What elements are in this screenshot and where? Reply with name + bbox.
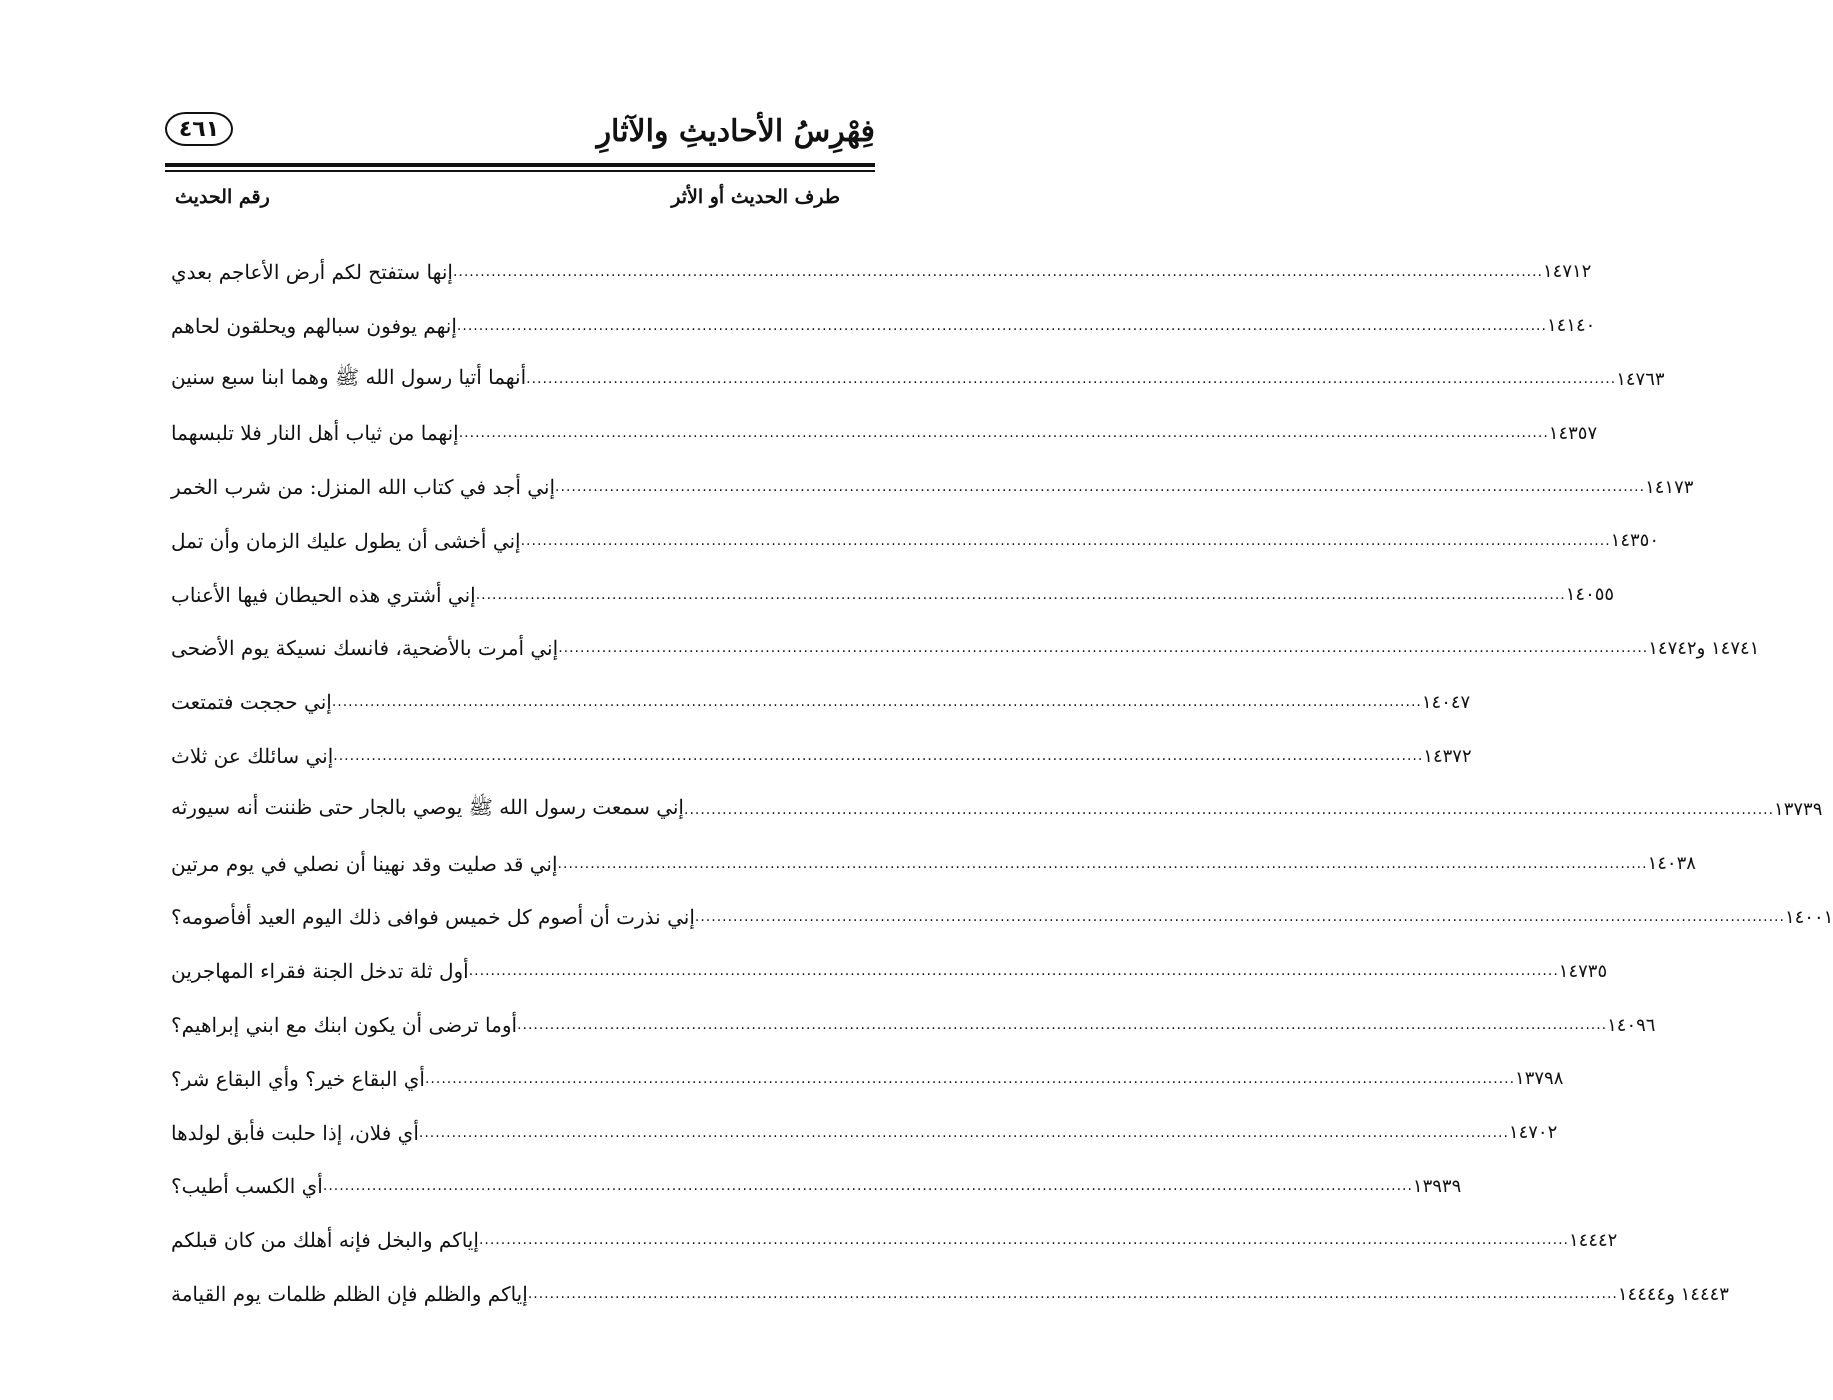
- entry-text: إني أخشى أن يطول عليك الزمان وأن تمل: [171, 528, 521, 553]
- dot-leader: ........................................................................................................................................................................................................: [526, 371, 1617, 388]
- header-rule-thick: [165, 163, 875, 167]
- entry-hadith-number: ١٤٧٦٣: [1616, 368, 1665, 390]
- index-entry: [165, 353, 1665, 407]
- dot-leader: ........................................................................................................................................................................................................: [527, 1286, 1618, 1303]
- dot-leader: ........................................................................................................................................................................................................: [475, 586, 1566, 603]
- dot-leader: ........................................................................................................................................................................................................: [331, 694, 1422, 711]
- entry-text: إني أشتري هذه الحيطان فيها الأعناب: [171, 582, 476, 607]
- entry-hadith-number: ١٤٤٤٣ و١٤٤٤٤: [1617, 1283, 1729, 1305]
- index-entry: [165, 245, 1592, 299]
- entry-text: إني قد صليت وقد نهينا أن نصلي في يوم مرتين: [171, 851, 558, 876]
- dot-leader: ........................................................................................................................................................................................................: [520, 532, 1611, 549]
- dot-leader: ........................................................................................................................................................................................................: [418, 1124, 1509, 1141]
- dot-leader: ........................................................................................................................................................................................................: [557, 855, 1648, 872]
- entry-hadith-number: ١٤٧٣٥: [1558, 960, 1608, 982]
- index-entry: [165, 783, 1823, 837]
- dot-leader: ........................................................................................................................................................................................................: [517, 1017, 1608, 1034]
- entry-text: أنهما أتيا رسول الله ﷺ وهما ابنا سبع سنين: [171, 364, 527, 389]
- index-entry: [165, 998, 1656, 1052]
- dot-leader: ........................................................................................................................................................................................................: [458, 425, 1549, 442]
- entry-hadith-number: ١٤٣٧٢: [1423, 745, 1472, 767]
- index-entry: [165, 891, 1833, 945]
- entry-hadith-number: ١٣٩٣٩: [1412, 1175, 1462, 1197]
- index-entry: [165, 944, 1608, 998]
- index-entry: [165, 1267, 1729, 1321]
- dot-leader: ........................................................................................................................................................................................................: [684, 801, 1775, 818]
- entry-hadith-number: ١٤٠٠١: [1784, 906, 1833, 928]
- entry-text: إني سائلك عن ثلاث: [171, 744, 334, 769]
- entry-text: إني سمعت رسول الله ﷺ يوصي بالجار حتى ظننت أنه سيورثه: [171, 795, 684, 820]
- column-heading-hadith-edge: طرف الحديث أو الأثر: [671, 186, 840, 208]
- entry-hadith-number: ١٤٠٥٥: [1565, 584, 1615, 606]
- index-entry: [165, 675, 1471, 729]
- page-number-badge: ٤٦١: [165, 112, 233, 146]
- index-entry: [165, 837, 1696, 891]
- dot-leader: ........................................................................................................................................................................................................: [322, 1178, 1413, 1195]
- entry-hadith-number: ١٤٣٥٧: [1548, 422, 1598, 444]
- entry-hadith-number: ١٤٧٠٢: [1508, 1122, 1558, 1144]
- page-title: فِهْرِسُ الأحاديثِ والآثارِ: [596, 114, 875, 149]
- entry-text: أوما ترضى أن يكون ابنك مع ابني إبراهيم؟: [171, 1013, 518, 1038]
- entry-text: أي فلان، إذا حلبت فأبق لولدها: [171, 1120, 419, 1145]
- entry-hadith-number: ١٤٧٤١ و١٤٧٤٢: [1648, 637, 1760, 659]
- index-entry: [165, 460, 1694, 514]
- index-entry: [165, 299, 1596, 353]
- entry-hadith-number: ١٤٣٥٠: [1610, 530, 1659, 552]
- entry-hadith-number: ١٤٤٤٢: [1568, 1229, 1618, 1251]
- entry-hadith-number: ١٣٧٩٨: [1515, 1068, 1564, 1090]
- entry-hadith-number: ١٣٧٣٩: [1774, 799, 1823, 821]
- index-entry: [165, 1106, 1558, 1160]
- entry-hadith-number: ١٤٠٣٨: [1647, 853, 1696, 875]
- index-entries-list: [165, 245, 1833, 1321]
- entry-text: إني أمرت بالأضحية، فانسك نسيكة يوم الأضحى: [171, 636, 559, 661]
- index-entry: [165, 622, 1760, 676]
- dot-leader: ........................................................................................................................................................................................................: [694, 909, 1785, 926]
- index-entry: [165, 514, 1659, 568]
- dot-leader: ........................................................................................................................................................................................................: [333, 748, 1424, 765]
- dot-leader: ........................................................................................................................................................................................................: [424, 1070, 1516, 1087]
- index-entry: [165, 568, 1615, 622]
- dot-leader: ........................................................................................................................................................................................................: [468, 963, 1559, 980]
- entry-text: إنها ستفتح لكم أرض الأعاجم بعدي: [171, 259, 453, 284]
- entry-text: أول ثلة تدخل الجنة فقراء المهاجرين: [171, 959, 469, 984]
- entry-text: إنهم يوفون سبالهم ويحلقون لحاهم: [171, 313, 457, 338]
- dot-leader: ........................................................................................................................................................................................................: [478, 1232, 1569, 1249]
- index-entry: [165, 729, 1472, 783]
- dot-leader: ........................................................................................................................................................................................................: [452, 263, 1543, 280]
- entry-hadith-number: ١٤٠٤٧: [1421, 691, 1471, 713]
- entry-text: إني نذرت أن أصوم كل خميس فوافى ذلك اليوم العيد أفأصومه؟: [171, 905, 695, 930]
- entry-text: أي البقاع خير؟ وأي البقاع شر؟: [171, 1066, 425, 1091]
- entry-hadith-number: ١٤٧١٢: [1543, 261, 1592, 283]
- column-heading-hadith-number: رقم الحديث: [175, 186, 270, 208]
- entry-text: إني أجد في كتاب الله المنزل: من شرب الخمر: [171, 475, 556, 500]
- index-entry: [165, 1052, 1564, 1106]
- entry-hadith-number: ١٤١٧٣: [1645, 476, 1694, 498]
- entry-hadith-number: ١٤١٤٠: [1546, 315, 1596, 337]
- entry-text: إنهما من ثياب أهل النار فلا تلبسهما: [171, 421, 459, 446]
- page-header: [165, 110, 875, 160]
- entry-text: إياكم والبخل فإنه أهلك من كان قبلكم: [171, 1228, 479, 1253]
- dot-leader: ........................................................................................................................................................................................................: [555, 479, 1646, 496]
- index-entry: [165, 1160, 1462, 1214]
- dot-leader: ........................................................................................................................................................................................................: [558, 640, 1649, 657]
- index-entry: [165, 1213, 1618, 1267]
- entry-hadith-number: ١٤٠٩٦: [1607, 1014, 1656, 1036]
- index-entry: [165, 406, 1598, 460]
- dot-leader: ........................................................................................................................................................................................................: [456, 317, 1547, 334]
- entry-text: إياكم والظلم فإن الظلم ظلمات يوم القيامة: [171, 1282, 528, 1307]
- entry-text: إني حججت فتمتعت: [171, 690, 332, 715]
- header-rule-thin: [165, 170, 875, 172]
- entry-text: أي الكسب أطيب؟: [171, 1174, 323, 1199]
